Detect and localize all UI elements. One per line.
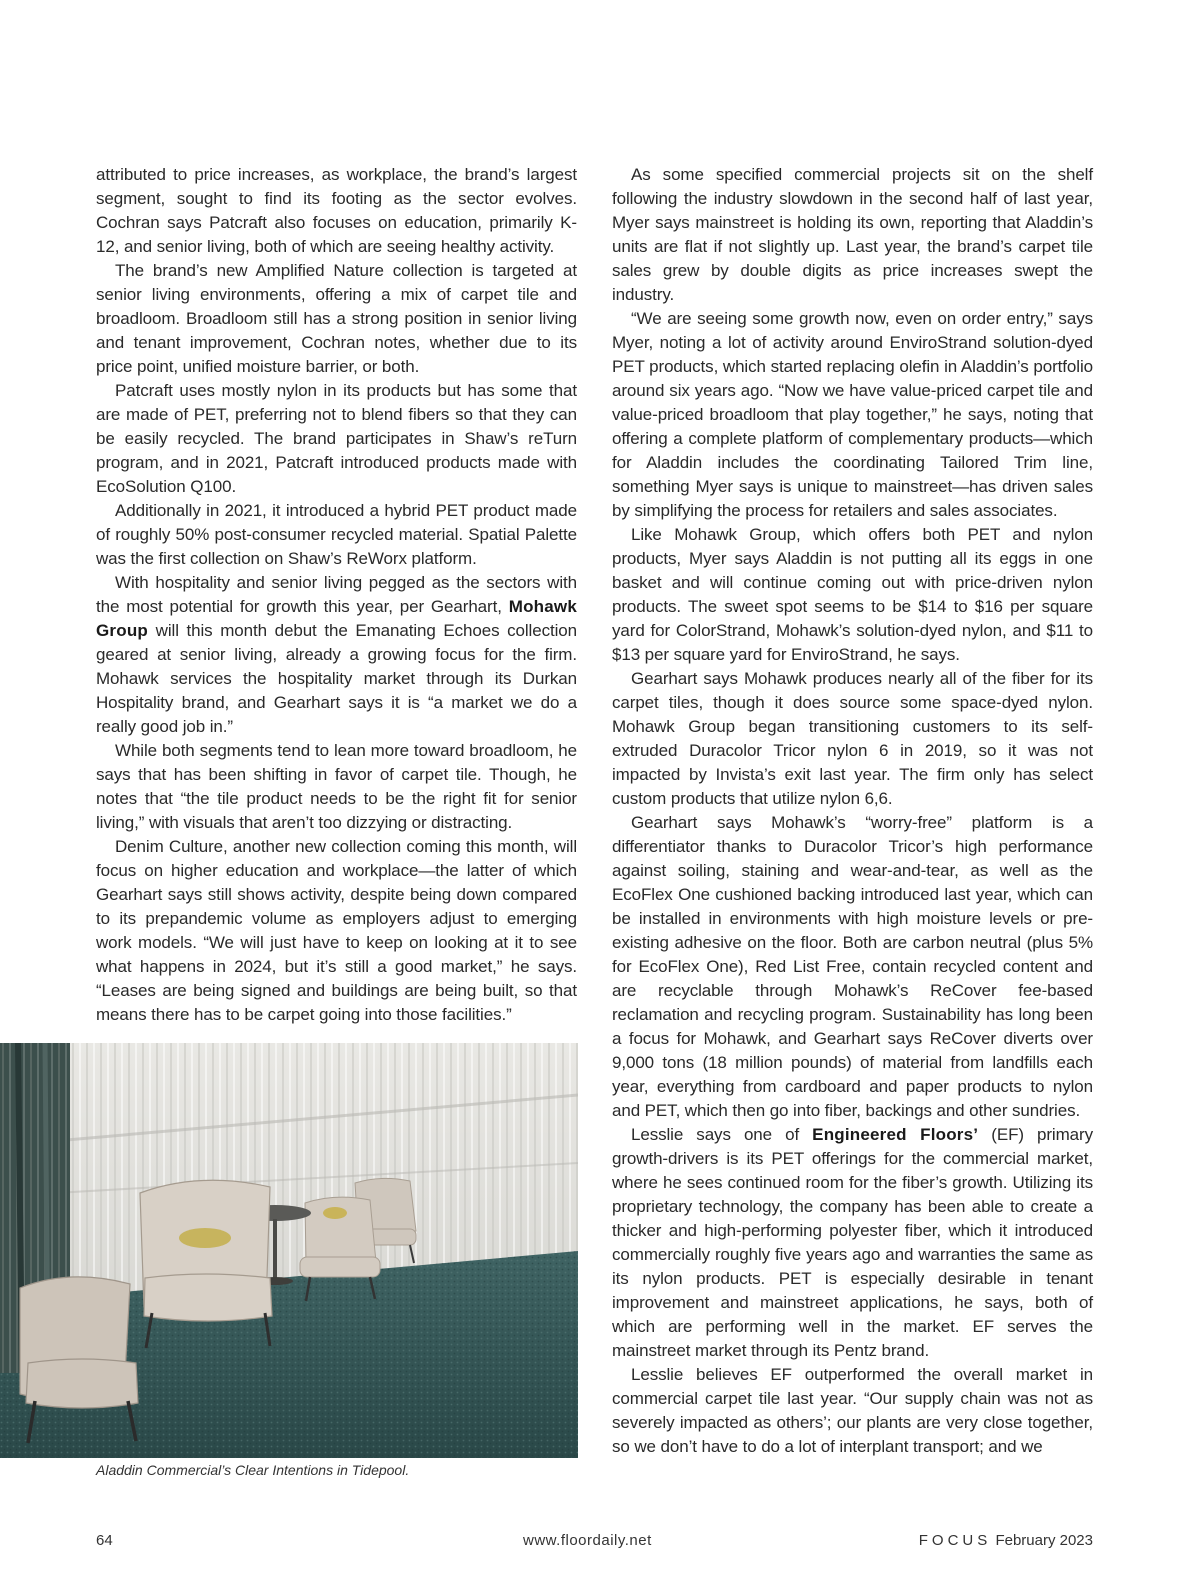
company-name-mohawk: Mohawk Group [96,597,577,640]
paragraph: Gearhart says Mohawk produces nearly all of the fiber for its carpet tiles, though it does source some space-dyed nylon. Mohawk Group began transitioning customers to its self-extruded Duracolor Tricor nylon 6 in 2019, so it was not impacted by Invista’s exit last year. The firm only has select custom products that utilize nylon 6,6. [612,669,1093,808]
company-name-engineered-floors: Engineered Floors’ [812,1125,979,1144]
paragraph: “We are seeing some growth now, even on order entry,” says Myer, noting a lot of activity around EnviroStrand solution-dyed PET products, which started replacing olefin in Aladdin’s portfolio around six years ago. “Now we have value-priced carpet tile and value-priced broadloom that play together,” he says, noting that offering a complete platform of complementary products—which for Aladdin includes the coordinating Tailored Trim line, something Myer says is unique to mainstreet—has driven sales by simplifying the process for retailers and sales associates. [612,309,1093,520]
paragraph: Gearhart says Mohawk’s “worry-free” platform is a differentiator thanks to Duracolor Tricor’s high performance against soiling, staining and wear-and-tear, as well as the EcoFlex One cushioned backing introduced last year, which can be installed in environments with high moisture levels or pre-existing adhesive on the floor. Both are carbon neutral (plus 5% for EcoFlex One), Red List Free, contain recycled content and are recyclable through Mohawk’s ReCover fee-based reclamation and recycling program. Sustainability has long been a focus for Mohawk, and Gearhart says ReCover diverts over 9,000 tons (18 million pounds) of material from landfills each year, everything from cardboard and paper products to nylon and PET, which then go into fiber, backings and other sundries. [612,813,1093,1120]
paragraph: Lesslie believes EF outperformed the overall market in commercial carpet tile last year. “Our supply chain was not as severely impacted as others’; our plants are very close together, so we don’t have to do a lot of interplant transport; and we [612,1365,1093,1456]
paragraph: As some specified commercial projects sit on the shelf following the industry slowdown in the second half of last year, Myer says mainstreet is holding its own, reporting that Aladdin’s units are flat if not slightly up. Last year, the brand’s carpet tile sales grew by double digits as price increases swept the industry. [612,165,1093,304]
paragraph [612,1123,1093,1363]
paragraph [96,571,577,739]
paragraph: Denim Culture, another new collection coming this month, will focus on higher education and workplace—the latter of which Gearhart says still shows activity, despite being down compared to its prepandemic volume as employers adjust to emerging work models. “We will just have to keep on looking at it to see what happens in 2024, but it’s still a good market,” he says. “Leases are being signed and buildings are being built, so that means there has to be carpet going into those facilities.” [96,837,577,1024]
paragraph-text: Lesslie says one of [631,1125,813,1144]
paragraph: The brand’s new Amplified Nature collection is targeted at senior living environments, offering a mix of carpet tile and broadloom. Broadloom still has a strong position in senior living and tenant improvement, Cochran notes, whether due to its price point, unified moisture barrier, or both. [96,261,577,376]
paragraph: attributed to price increases, as workplace, the brand’s largest segment, sought to find its footing as the sector evolves. Cochran says Patcraft also focuses on education, primarily K-12, and senior living, both of which are seeing healthy activity. [96,165,577,256]
publication-name: FOCUS [918,1532,992,1549]
photo-caption: Aladdin Commercial’s Clear Intentions in Tidepool. [96,1462,410,1478]
page-number: 64 [96,1532,113,1549]
issue-label [919,1531,1093,1551]
paragraph: Additionally in 2021, it introduced a hybrid PET product made of roughly 50% post-consumer recycled material. Spatial Palette was the first collection on Shaw’s ReWorx platform. [96,501,577,568]
paragraph: While both segments tend to lean more toward broadloom, he says that has been shifting in favor of carpet tile. Though, he notes that “the tile product needs to be the right fit for senior living,” with visuals that aren’t too dizzying or distracting. [96,741,577,832]
website-link[interactable]: www.floordaily.net [523,1532,652,1549]
paragraph-text: With hospitality and senior living pegged as the sectors with the most potential for growth this year, per Gearhart, [96,573,577,616]
paragraph-text: will this month debut the Emanating Echoes collection geared at senior living, already a growing focus for the firm. Mohawk services the hospitality market through its Durkan Hospitality brand, and Gearhart says it is “a market we do a really good job in.” [96,621,577,736]
paragraph: Like Mohawk Group, which offers both PET and nylon products, Myer says Aladdin is not putting all its eggs in one basket and will continue coming out with price-driven nylon products. The sweet spot seems to be $14 to $16 per square yard for ColorStrand, Mohawk’s solution-dyed nylon, and $11 to $13 per square yard for EnviroStrand, he says. [612,525,1093,664]
paragraph-text: (EF) primary growth-drivers is its PET offerings for the commercial market, where he sees continued room for the fiber’s growth. Utilizing its proprietary technology, the company has been able to create a thicker and high-performing polyester fiber, which it introduced commercially roughly five years ago and warranties the same as its nylon products. PET is especially desirable in tenant improvement and mainstreet applications, he says, both of which are performing well in the market. EF serves the mainstreet market through its Pentz brand. [612,1125,1093,1360]
issue-date: February 2023 [995,1532,1093,1549]
article-column-left [96,163,577,1027]
article-column-right [612,163,1093,1459]
lounge-photo [0,1043,578,1458]
paragraph: Patcraft uses mostly nylon in its products but has some that are made of PET, preferring not to blend fibers so that they can be easily recycled. The brand participates in Shaw’s reTurn program, and in 2021, Patcraft introduced products made with EcoSolution Q100. [96,381,577,496]
